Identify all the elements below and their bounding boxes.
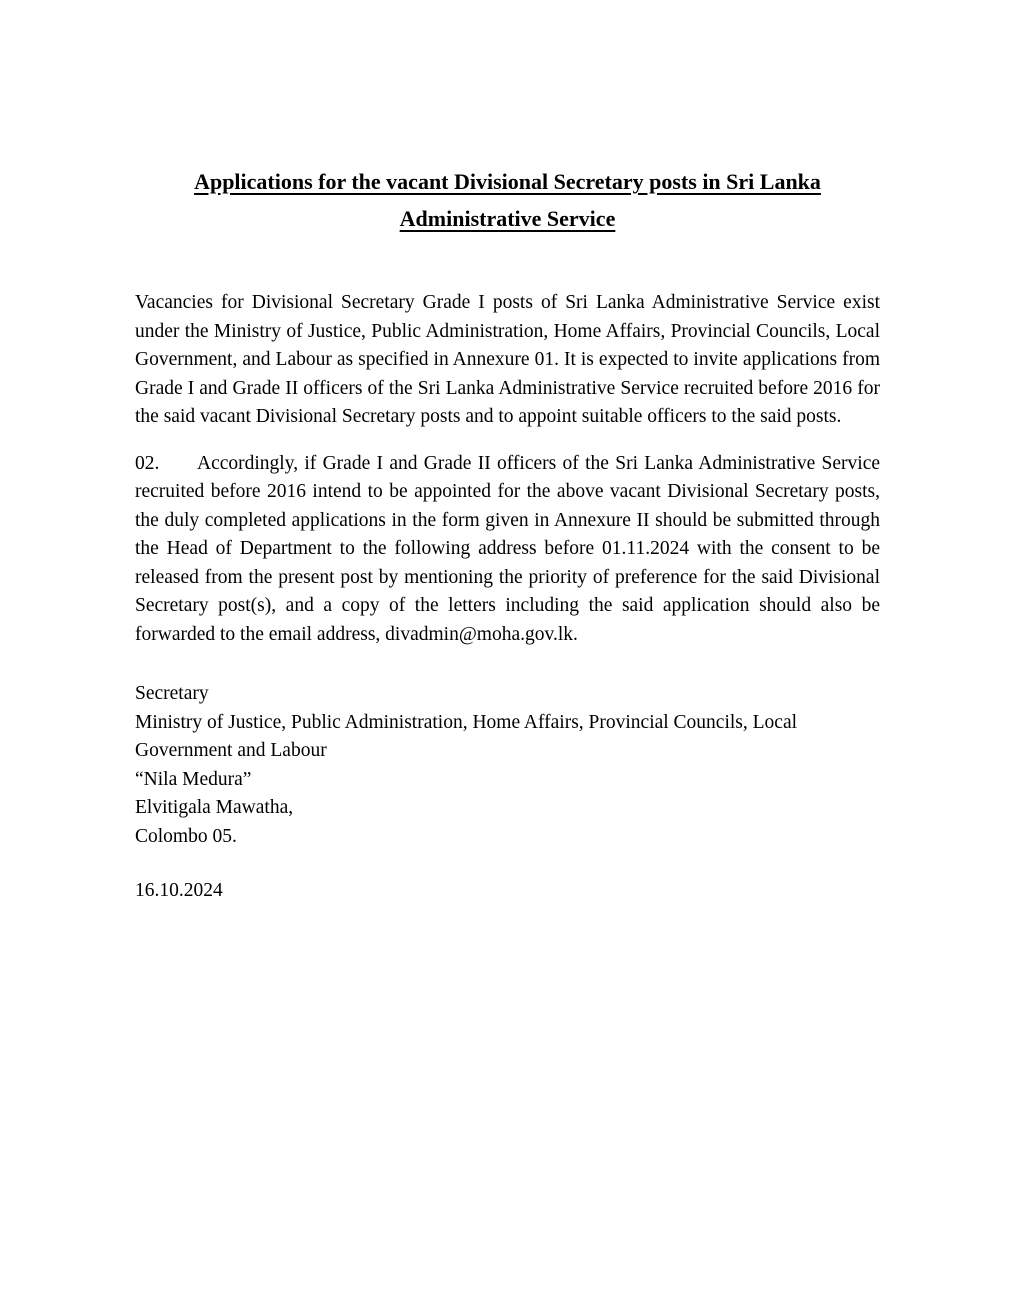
paragraph-vacancies: Vacancies for Divisional Secretary Grade I posts of Sri Lanka Administrative Service exist under the Ministry of Justice, Public Administration, Home Affairs, Provincial Councils, Local Government, and Labour as specified in Annexure 01. It is expected to invite applications from Grade I and Grade II officers of the Sri Lanka Administrative Service recruited before 2016 for the said vacant Divisional Secretary posts and to appoint suitable officers to the said posts. xyxy=(135,292,880,427)
paragraph-number: 02. xyxy=(135,452,160,474)
date-text: 16.10.2024 xyxy=(135,880,223,901)
signature-line-city: Colombo 05. xyxy=(135,825,237,847)
signature-line-ministry: Ministry of Justice, Public Administration, Home Affairs, Provincial Councils, Local Government and Labour xyxy=(135,711,798,761)
paragraph-accordingly xyxy=(135,450,880,650)
signature-block xyxy=(135,680,880,851)
signature-line-role: Secretary xyxy=(135,683,209,704)
document-content xyxy=(135,0,880,906)
signature-line-building: “Nila Medura” xyxy=(135,768,252,790)
document-title-text: Applications for the vacant Divisional Secretary posts in Sri Lanka Administrative Service xyxy=(194,169,821,231)
signature-line-street: Elvitigala Mawatha, xyxy=(135,797,294,818)
document-title xyxy=(135,163,880,237)
paragraph-accordingly-text: Accordingly, if Grade I and Grade II officers of the Sri Lanka Administrative Service recruited before 2016 intend to be appointed for the above vacant Divisional Secretary posts, the duly completed applications in the form given in Annexure II should be submitted through the Head of Department to the following address before 01.11.2024 with the consent to be released from the present post by mentioning the priority of preference for the said Divisional Secretary post(s), and a copy of the letters including the said application should also be forwarded to the email address, divadmin@moha.gov.lk. xyxy=(135,452,880,645)
